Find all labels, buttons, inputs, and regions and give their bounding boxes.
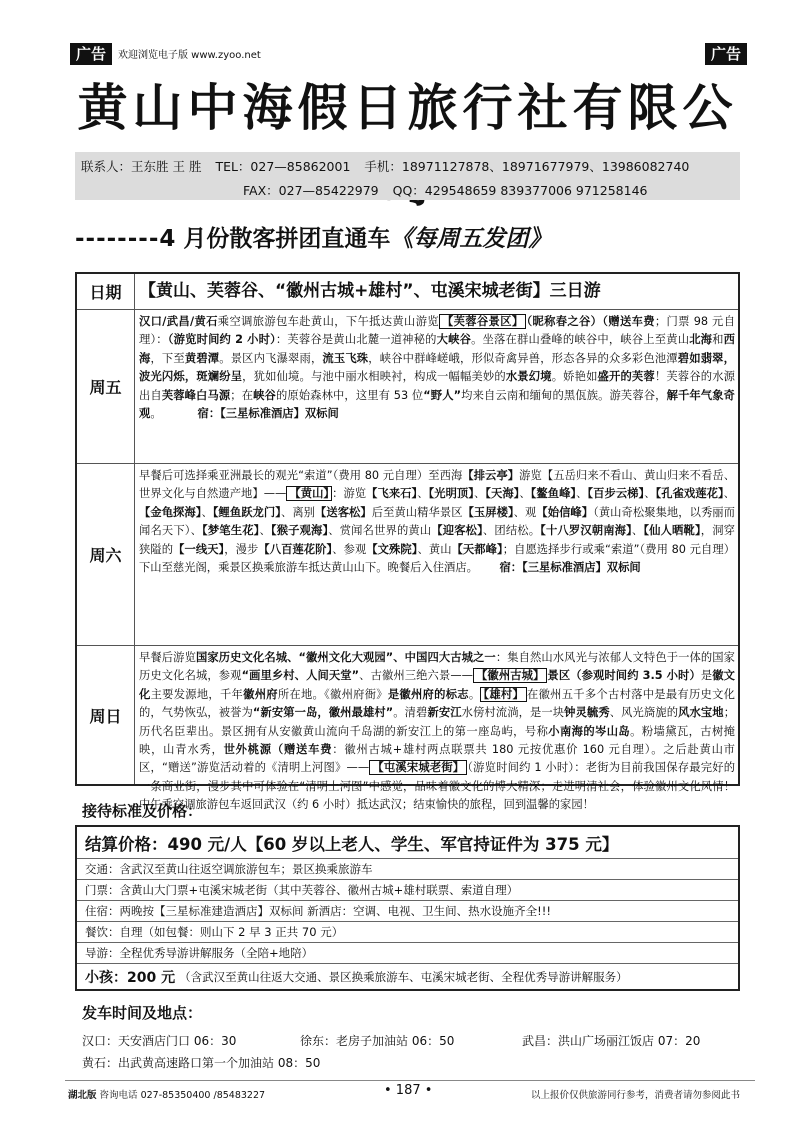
footer-hotline: 咨询电话 027-85350400 /85483227	[99, 1090, 266, 1101]
company-name: 黄山中海假日旅行社有限公	[77, 78, 738, 137]
contact-line-1	[81, 157, 699, 175]
hotel-line: 住宿：两晚按【三星标准建造酒店】双标间 新酒店：空调、电视、卫生间、热水设施齐全!!!	[77, 901, 738, 922]
child-price	[77, 964, 738, 989]
contact-mobile: 手机：18971127878、18971677979、13986082740	[364, 159, 690, 174]
child-note: （含武汉至黄山往返大交通、景区换乘旅游车、屯溪宋城老街、全程优秀导游讲解服务）	[179, 969, 628, 984]
departure-wuchang: 武昌：洪山广场丽江饭店 07：20	[522, 1034, 701, 1048]
contact-band	[75, 152, 740, 200]
footer-region: 湖北版	[68, 1090, 97, 1101]
contact-line-2	[243, 181, 657, 199]
contact-qq: QQ：429548659 839377006 971258146	[392, 183, 648, 198]
footer-disclaimer: 以上报价仅供旅游同行参考，消费者请勿参阅此书	[530, 1090, 740, 1101]
day-description: 早餐后可选择乘亚洲最长的观光“索道”（费用 80 元自理）至西海【排云亭】游览【五岳归来不看山、黄山归来不看岳、世界文化与自然遗产地】—— 【黄山】 ：游览【飞来石】、【光明顶】、【天海】、【鳌鱼峰】、【百步云梯】、【孔雀戏莲花】、【金龟探海】、【鲤鱼跃龙门】、离别【送客松】后至黄山精华景区【玉屏楼】、观【始信峰】（黄山奇松聚集地，以秀丽而闻名天下）、【梦笔生花】、【猴子观海】、赏闻名世界的黄山【迎客松】、团结松。【十八罗汉朝南海】、【仙人晒靴】，洞穿狭隘的【一线天】，漫步【八百莲花阶】、参观【文殊院】、黄山【天都峰】；自愿选择步行或乘“索道”（费用 80 元自理）下山至慈光阁，乘景区换乘旅游车抵达黄山山下。晚餐后入住酒店。 宿：【三星标准酒店】双标间	[139, 469, 735, 575]
page-number: • 187 •	[384, 1083, 433, 1098]
contact-fax: FAX：027—85422979	[243, 183, 379, 198]
day-description: 早餐后游览国家历史文化名城、“徽州文化大观园”、中国四大古城之一：集自然山水风光与浓郁人文特色于一体的国家历史文化名城，参观“画里乡村、人间天堂”、古徽州三绝六景—— 【徽州古城】 景区（参观时间约 3.5 小时）是徽文化主要发源地，千年徽州府所在地。《徽州府衙》是徽州府的标志。 【雄村】 在徽州五千多个古村落中是最有历史文化的，气势恢弘，被誉为“新安第一岛，徽州最雄村”。清碧新安江水傍村流淌，是一块钟灵毓秀、风光旖旎的风水宝地；历代名臣辈出。景区拥有从安徽黄山流向千岛湖的新安江上的第一座岛屿，号称小南海的岑山岛。粉墙黛瓦，古树掩映，山青水秀，世外桃源（赠送车费：徽州古城+雄村两点联票共 180 元按优惠价 160 元自理）。之后赴黄山市区，“赠送”游览活动着的《清明上河图》—— 【屯溪宋城老街】 （游览时间约 1 小时）：老街为目前我国保存最完好的一条商业街，漫步其中可体验在“清明上河图”中感觉，品味着徽文化的博大精深；走进明清社会，体验徽州文化风情！中午乘空调旅游包车返回武汉（约 6 小时）抵达武汉；结束愉快的旅程，回到温馨的家园！	[139, 651, 735, 812]
date-header: 日期	[77, 274, 135, 309]
headline	[75, 219, 745, 259]
price-box	[75, 825, 740, 991]
traffic-line: 交通：含武汉至黄山往返空调旅游包车；景区换乘旅游车	[77, 859, 738, 880]
price-main	[77, 827, 738, 859]
price-label: 结算价格：490 元/人	[85, 834, 247, 854]
contact-tel: TEL：027—85862001	[215, 159, 351, 174]
day-row-friday	[77, 310, 738, 464]
child-label: 小孩：200 元	[85, 969, 176, 986]
footer-left	[68, 1087, 265, 1101]
standards-title: 接待标准及价格：	[82, 802, 203, 820]
itinerary-header-row	[77, 274, 738, 310]
departure-title: 发车时间及地点：	[82, 1004, 203, 1022]
day-label: 周六	[77, 464, 135, 645]
headline-text: 4 月份散客拼团直通车	[159, 226, 391, 252]
price-note: 【60 岁以上老人、学生、军官持证件为 375 元】	[246, 834, 619, 854]
headline-highlight: 《每周五发团》	[390, 226, 552, 252]
headline-dashes: --------	[75, 226, 160, 252]
footer-divider	[65, 1080, 755, 1081]
ad-tag-right: 广告	[705, 43, 747, 65]
departure-xudong: 徐东：老房子加油站 06：50	[300, 1034, 455, 1048]
meals-line: 餐饮：自理（如包餐：则山下 2 早 3 正共 70 元）	[77, 922, 738, 943]
tickets-line: 门票：含黄山大门票+屯溪宋城老街（其中芙蓉谷、徽州古城+雄村联票、索道自理）	[77, 880, 738, 901]
contact-people: 联系人：王东胜 王 胜	[81, 159, 202, 174]
day-description: 汉口/武昌/黄石乘空调旅游包车赴黄山，下午抵达黄山游览 【芙蓉谷景区】 （昵称春之谷）（赠送车费；门票 98 元自理）：（游览时间约 2 小时）：芙蓉谷是黄山北麓一道神秘的大峡谷。坐落在群山叠峰的峡谷中，峡谷上至黄山北海和西海，下至黄碧潭。景区内飞瀑翠雨，流玉飞珠，峡谷中群峰嵯峨，形似奇禽异兽，形态各异的众多彩色池潭碧如翡翠，波光闪烁，斑斓纷呈，犹如仙境。与池中丽水相映衬，构成一幅幅美妙的水景幻境。娇艳如盛开的芙蓉！芙蓉谷的水源出自芙蓉峰白马源；在峡谷的原始森林中，这里有 53 位“野人”均来自云南和缅甸的黑佤族。游芙蓉谷，解千年气象奇观。 宿：【三星标准酒店】双标间	[139, 315, 735, 421]
departure-huangshi: 黄石：出武黄高速路口第一个加油站 08：50	[82, 1056, 321, 1070]
departure-hankou: 汉口：天安酒店门口 06：30	[82, 1034, 237, 1048]
guide-line: 导游：全程优秀导游讲解服务（全陪+地陪）	[77, 943, 738, 964]
day-label: 周五	[77, 310, 135, 463]
welcome-text: 欢迎浏览电子版 www.zyoo.net	[118, 50, 261, 61]
route-title: 【黄山、芙蓉谷、“徽州古城+雄村”、屯溪宋城老街】三日游	[139, 281, 601, 301]
day-row-saturday	[77, 464, 738, 646]
day-label: 周日	[77, 646, 135, 784]
ad-tag-left: 广告	[70, 43, 112, 65]
